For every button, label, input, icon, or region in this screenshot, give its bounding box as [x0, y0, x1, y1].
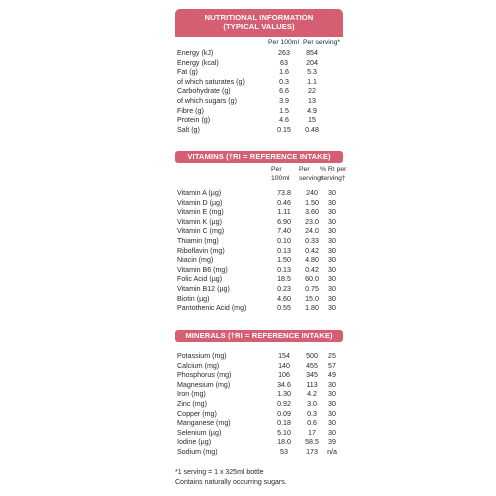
nutrition-header: [175, 9, 343, 37]
per-serving-value: 15.0: [305, 294, 319, 303]
row-label: Niacin (mg): [177, 256, 214, 265]
per-serving-value: 173: [306, 447, 318, 456]
per-serving-value: 0.42: [305, 246, 319, 255]
per-serving-value: 0.75: [305, 284, 319, 293]
row-label: Selenium (µg): [177, 428, 222, 437]
per-serving-value: 60.0: [305, 275, 319, 284]
per-serving-value: 500: [306, 352, 318, 360]
table-row: [175, 199, 343, 209]
col-per-l2: 100ml: [271, 175, 290, 182]
per-serving-value: 3.0: [307, 399, 317, 408]
per-serving-value: 24.0: [305, 227, 319, 236]
ri-value: 30: [328, 189, 336, 197]
per100ml-value: 0.15: [277, 125, 291, 134]
per-serving-value: 0.6: [307, 419, 317, 428]
per100ml-value: 6.90: [277, 217, 291, 226]
ri-value: 30: [328, 428, 336, 437]
col-ri-l2: serving†: [320, 175, 346, 182]
per-serving-value: 0.3: [307, 409, 317, 418]
nutrition-rows: [175, 49, 343, 135]
per100ml-value: 0.3: [279, 77, 289, 86]
row-label: Fibre (g): [177, 106, 204, 115]
per100ml-value: 53: [280, 447, 288, 456]
table-row: [175, 189, 343, 199]
per100ml-value: 4.6: [279, 116, 289, 125]
per-serving-value: 5.3: [307, 68, 317, 77]
table-row: [175, 78, 343, 88]
per100ml-value: 0.18: [277, 419, 291, 428]
per100ml-value: 63: [280, 58, 288, 67]
ri-value: 57: [328, 361, 336, 370]
ri-value: 30: [328, 390, 336, 399]
row-label: Energy (kcal): [177, 58, 219, 67]
row-label: Phosphorus (mg): [177, 371, 232, 380]
table-row: [175, 256, 343, 266]
per100ml-value: 3.9: [279, 96, 289, 105]
per100ml-value: 0.92: [277, 399, 291, 408]
table-row: [175, 68, 343, 78]
vitamin-rows: [175, 189, 343, 314]
row-label: Vitamin K (µg): [177, 217, 222, 226]
vitamins-column-headers: [175, 165, 347, 185]
per-serving-value: 204: [306, 58, 318, 67]
ri-value: 30: [328, 265, 336, 274]
per100ml-value: 0.09: [277, 409, 291, 418]
ri-value: 30: [328, 246, 336, 255]
ri-value: 30: [328, 399, 336, 408]
per-serving-value: 4.80: [305, 256, 319, 265]
table-row: [175, 362, 343, 372]
row-label: Vitamin C (mg): [177, 227, 225, 236]
per100ml-value: 4.60: [277, 294, 291, 303]
table-row: [175, 275, 343, 285]
nutrition-title-line2: (TYPICAL VALUES): [223, 22, 295, 31]
col-per-serving: Per serving*: [303, 39, 341, 46]
table-row: [175, 87, 343, 97]
table-row: [175, 97, 343, 107]
table-row: [175, 49, 343, 59]
minerals-header: MINERALS (†RI = REFERENCE INTAKE): [175, 330, 343, 342]
ri-value: 30: [328, 419, 336, 428]
vitamins-header: VITAMINS (†RI = REFERENCE INTAKE): [175, 151, 343, 163]
per-serving-value: 345: [306, 371, 318, 380]
minerals-table: [175, 330, 343, 458]
table-row: [175, 247, 343, 257]
per100ml-value: 1.11: [277, 208, 291, 217]
per100ml-value: 140: [278, 361, 290, 370]
row-label: Calcium (mg): [177, 361, 220, 370]
ri-value: 30: [328, 284, 336, 293]
per-serving-value: 0.33: [305, 236, 319, 245]
per-serving-value: 1.80: [305, 304, 319, 313]
col-per-l1: Per: [271, 166, 282, 173]
per100ml-value: 5.10: [277, 428, 291, 437]
row-label: Vitamin B6 (mg): [177, 265, 228, 274]
row-label: Fat (g): [177, 68, 198, 77]
per-serving-value: 4.2: [307, 390, 317, 399]
mineral-rows: [175, 352, 343, 458]
col-ri-l1: % RI per: [320, 166, 347, 173]
ri-value: 30: [328, 236, 336, 245]
per100ml-value: 106: [278, 371, 290, 380]
table-row: [175, 126, 343, 136]
ri-value: 30: [328, 198, 336, 207]
per100ml-value: 0.13: [277, 246, 291, 255]
ri-value: n/a: [327, 447, 337, 456]
per100ml-value: 0.46: [277, 198, 291, 207]
per-serving-value: 455: [306, 361, 318, 370]
per-serving-value: 15: [308, 116, 316, 125]
per100ml-value: 154: [278, 352, 290, 360]
ri-value: 30: [328, 294, 336, 303]
table-row: [175, 295, 343, 305]
col-per100ml: Per 100ml: [268, 39, 299, 46]
per100ml-value: 0.23: [277, 284, 291, 293]
per100ml-value: 34.6: [277, 380, 291, 389]
per100ml-value: 73.8: [277, 189, 291, 197]
per100ml-value: 1.6: [279, 68, 289, 77]
table-row: [175, 448, 343, 458]
row-label: Copper (mg): [177, 409, 217, 418]
table-row: [175, 285, 343, 295]
per100ml-value: 7.40: [277, 227, 291, 236]
row-label: Vitamin D (µg): [177, 198, 223, 207]
col-serving-l1: Per: [299, 166, 310, 173]
ri-value: 30: [328, 409, 336, 418]
row-label: Zinc (mg): [177, 399, 207, 408]
per-serving-value: 3.60: [305, 208, 319, 217]
table-row: [175, 107, 343, 117]
table-row: [175, 59, 343, 69]
row-label: Vitamin B12 (µg): [177, 284, 230, 293]
per100ml-value: 0.13: [277, 265, 291, 274]
per100ml-value: 1.30: [277, 390, 291, 399]
table-row: [175, 237, 343, 247]
row-label: Pantothenic Acid (mg): [177, 304, 247, 313]
nutrition-column-headers: [175, 39, 343, 49]
row-label: Carbohydrate (g): [177, 87, 231, 96]
row-label: of which saturates (g): [177, 77, 245, 86]
table-row: [175, 390, 343, 400]
table-row: [175, 116, 343, 126]
per-serving-value: 1.1: [307, 77, 317, 86]
row-label: Biotin (µg): [177, 294, 210, 303]
table-row: [175, 410, 343, 420]
row-label: Folic Acid (µg): [177, 275, 223, 284]
table-row: [175, 400, 343, 410]
row-label: Magnesium (mg): [177, 380, 231, 389]
per-serving-value: 17: [308, 428, 316, 437]
footnote-serving: *1 serving = 1 x 325ml bottle: [175, 469, 264, 476]
col-serving-l2: serving*: [299, 175, 324, 182]
per100ml-value: 1.5: [279, 106, 289, 115]
row-label: Iron (mg): [177, 390, 206, 399]
per100ml-value: 1.50: [277, 256, 291, 265]
per-serving-value: 0.42: [305, 265, 319, 274]
per100ml-value: 0.55: [277, 304, 291, 313]
row-label: Protein (g): [177, 116, 211, 125]
row-label: Sodium (mg): [177, 447, 218, 456]
row-label: Manganese (mg): [177, 419, 231, 428]
ri-value: 30: [328, 217, 336, 226]
row-label: Vitamin A (µg): [177, 189, 222, 197]
table-row: [175, 352, 343, 362]
ri-value: 49: [328, 371, 336, 380]
per-serving-value: 4.9: [307, 106, 317, 115]
nutrition-title-line1: NUTRITIONAL INFORMATION: [204, 13, 314, 22]
row-label: Thiamin (mg): [177, 236, 219, 245]
table-row: [175, 218, 343, 228]
row-label: Riboflavin (mg): [177, 246, 225, 255]
ri-value: 39: [328, 438, 336, 447]
row-label: Vitamin E (mg): [177, 208, 224, 217]
per-serving-value: 113: [306, 380, 318, 389]
ri-value: 30: [328, 304, 336, 313]
table-row: [175, 419, 343, 429]
ri-value: 30: [328, 227, 336, 236]
table-row: [175, 381, 343, 391]
per100ml-value: 0.10: [277, 236, 291, 245]
per-serving-value: 23.0: [305, 217, 319, 226]
table-row: [175, 438, 343, 448]
ri-value: 30: [328, 256, 336, 265]
table-row: [175, 371, 343, 381]
per100ml-value: 263: [278, 49, 290, 57]
row-label: Potassium (mg): [177, 352, 227, 360]
ri-value: 30: [328, 275, 336, 284]
table-row: [175, 208, 343, 218]
ri-value: 30: [328, 208, 336, 217]
per-serving-value: 854: [306, 49, 318, 57]
row-label: of which sugars (g): [177, 96, 237, 105]
per100ml-value: 18.0: [277, 438, 291, 447]
ri-value: 30: [328, 380, 336, 389]
per-serving-value: 22: [308, 87, 316, 96]
ri-value: 25: [328, 352, 336, 360]
table-row: [175, 227, 343, 237]
row-label: Salt (g): [177, 125, 200, 134]
per-serving-value: 13: [308, 96, 316, 105]
nutrition-table: [175, 9, 343, 135]
per-serving-value: 240: [306, 189, 318, 197]
per100ml-value: 6.6: [279, 87, 289, 96]
per-serving-value: 1.50: [305, 198, 319, 207]
table-row: [175, 429, 343, 439]
per100ml-value: 18.5: [277, 275, 291, 284]
row-label: Energy (kJ): [177, 49, 214, 57]
table-row: [175, 266, 343, 276]
vitamins-table: [175, 151, 347, 314]
table-row: [175, 304, 343, 314]
row-label: Iodine (µg): [177, 438, 212, 447]
per-serving-value: 58.5: [305, 438, 319, 447]
per-serving-value: 0.48: [305, 125, 319, 134]
footnote-sugars: Contains naturally occurring sugars.: [175, 479, 287, 486]
